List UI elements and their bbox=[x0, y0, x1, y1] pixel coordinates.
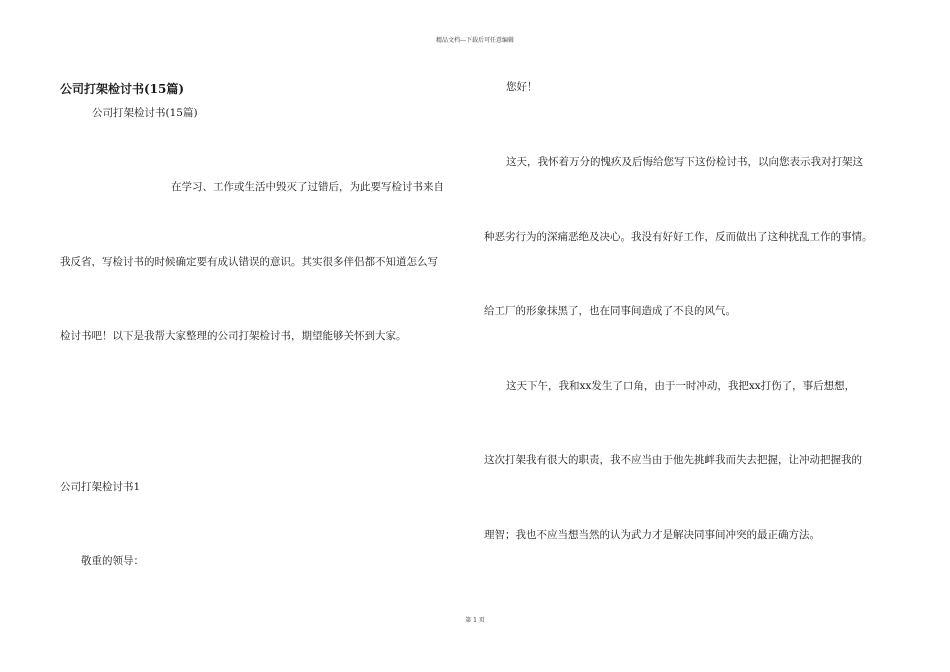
paragraph-2-line-1: 这天下午，我和xx发生了口角，由于一时冲动，我把xx打伤了，事后想想， bbox=[506, 380, 856, 392]
document-subtitle: 公司打架检讨书(15篇) bbox=[92, 107, 198, 119]
page-header: 精品文档---下载后可任意编辑 bbox=[435, 37, 515, 44]
section-heading: 公司打架检讨书1 bbox=[60, 481, 141, 493]
greeting: 您好！ bbox=[506, 81, 538, 93]
intro-line-3: 检讨书吧！以下是我帮大家整理的公司打架检讨书，期望能够关怀到大家。 bbox=[60, 330, 407, 342]
page-footer: 第 1 页 bbox=[465, 617, 485, 624]
intro-line-1: 在学习、工作或生活中毁灭了过错后，为此要写检讨书来自 bbox=[171, 181, 444, 193]
intro-line-2: 我反省，写检讨书的时候确定要有成认错误的意识。其实很多伴侣都不知道怎么写 bbox=[60, 256, 438, 268]
paragraph-1-line-3: 给工厂的形象抹黑了，也在同事间造成了不良的风气。 bbox=[484, 305, 736, 317]
paragraph-1-line-1: 这天，我怀着万分的愧疚及后悔给您写下这份检讨书，以向您表示我对打架这 bbox=[506, 156, 863, 168]
document-title: 公司打架检讨书(15篇) bbox=[60, 82, 185, 96]
paragraph-2-line-2: 这次打架我有很大的职责，我不应当由于他先挑衅我而失去把握，让冲动把握我的 bbox=[484, 454, 862, 466]
paragraph-2-line-3: 理智；我也不应当想当然的认为武力才是解决同事间冲突的最正确方法。 bbox=[484, 529, 820, 541]
paragraph-1-line-2: 种恶劣行为的深痛恶绝及决心。我没有好好工作，反而做出了这种扰乱工作的事情。 bbox=[484, 231, 873, 243]
salutation: 敬重的领导： bbox=[81, 555, 144, 567]
